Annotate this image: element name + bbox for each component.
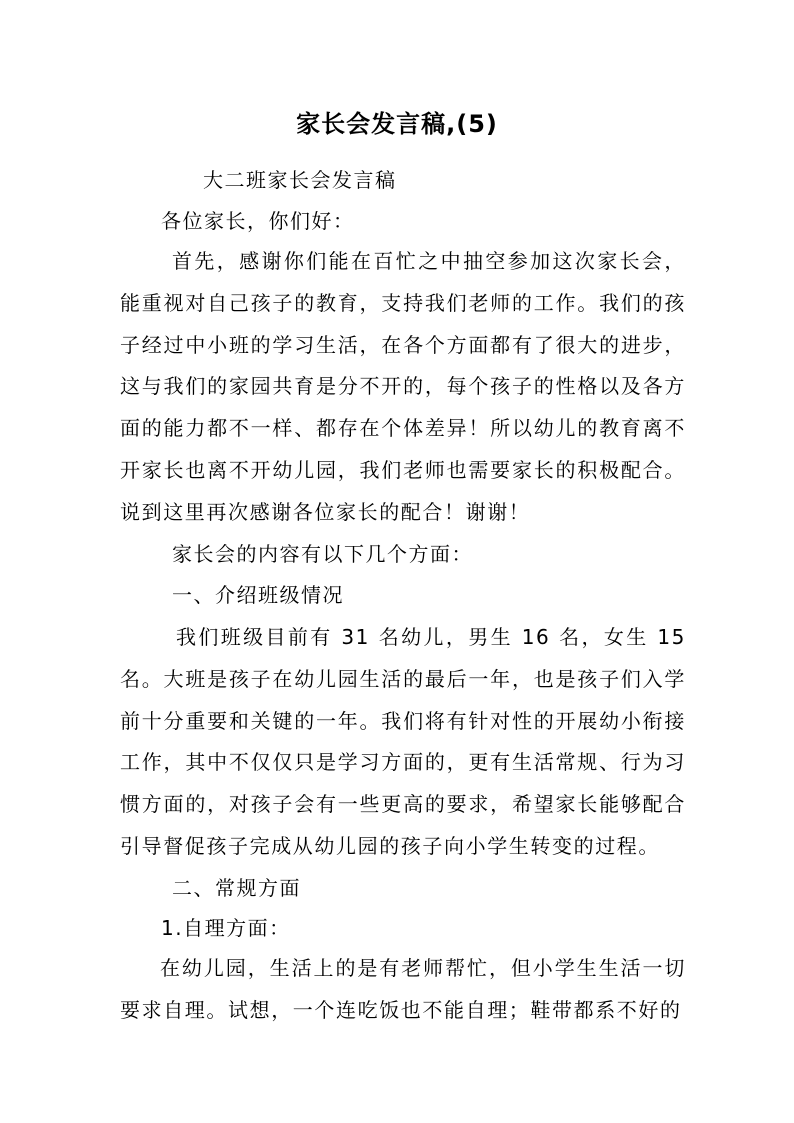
section-heading-class-info: 一、介绍班级情况 (172, 583, 344, 607)
document-title: 家长会发言稿,(5) (296, 110, 498, 138)
section-heading-routine: 二、常规方面 (172, 876, 301, 900)
paragraph-thanks: 首先，感谢你们能在百忙之中抽空参加这次家长会，能重视对自己孩子的教育，支持我们老师的工作。我们的孩子经过中小班的学习生活，在各个方面都有了很大的进步，这与我们的家园共育是分不开的，每个孩子的性格以及各方面的能力都不一样、都存在个体差异！所以幼儿的教育离不开家长也离不开幼儿园，我们老师也需要家长的积极配合。说到这里再次感谢各位家长的配合！谢谢！ (120, 249, 686, 524)
paragraph-selfcare: 在幼儿园，生活上的是有老师帮忙，但小学生生活一切要求自理。试想，一个连吃饭也不能自理；鞋带都系不好的 (120, 956, 686, 1022)
document-subtitle: 大二班家长会发言稿 (203, 168, 397, 192)
greeting: 各位家长，你们好： (161, 209, 355, 233)
subsection-heading-selfcare: 1.自理方面： (161, 916, 291, 940)
paragraph-class-info: 我们班级目前有 31 名幼儿，男生 16 名，女生 15 名。大班是孩子在幼儿园生活的最后一年，也是孩子们入学前十分重要和关键的一年。我们将有针对性的开展幼小衔接工作，其中不仅仅只是学习方面的，更有生活常规、行为习惯方面的，对孩子会有一些更高的要求，希望家长能够配合引导督促孩子完成从幼儿园的孩子向小学生转变的过程。 (120, 625, 686, 858)
content-intro: 家长会的内容有以下几个方面： (172, 542, 473, 566)
